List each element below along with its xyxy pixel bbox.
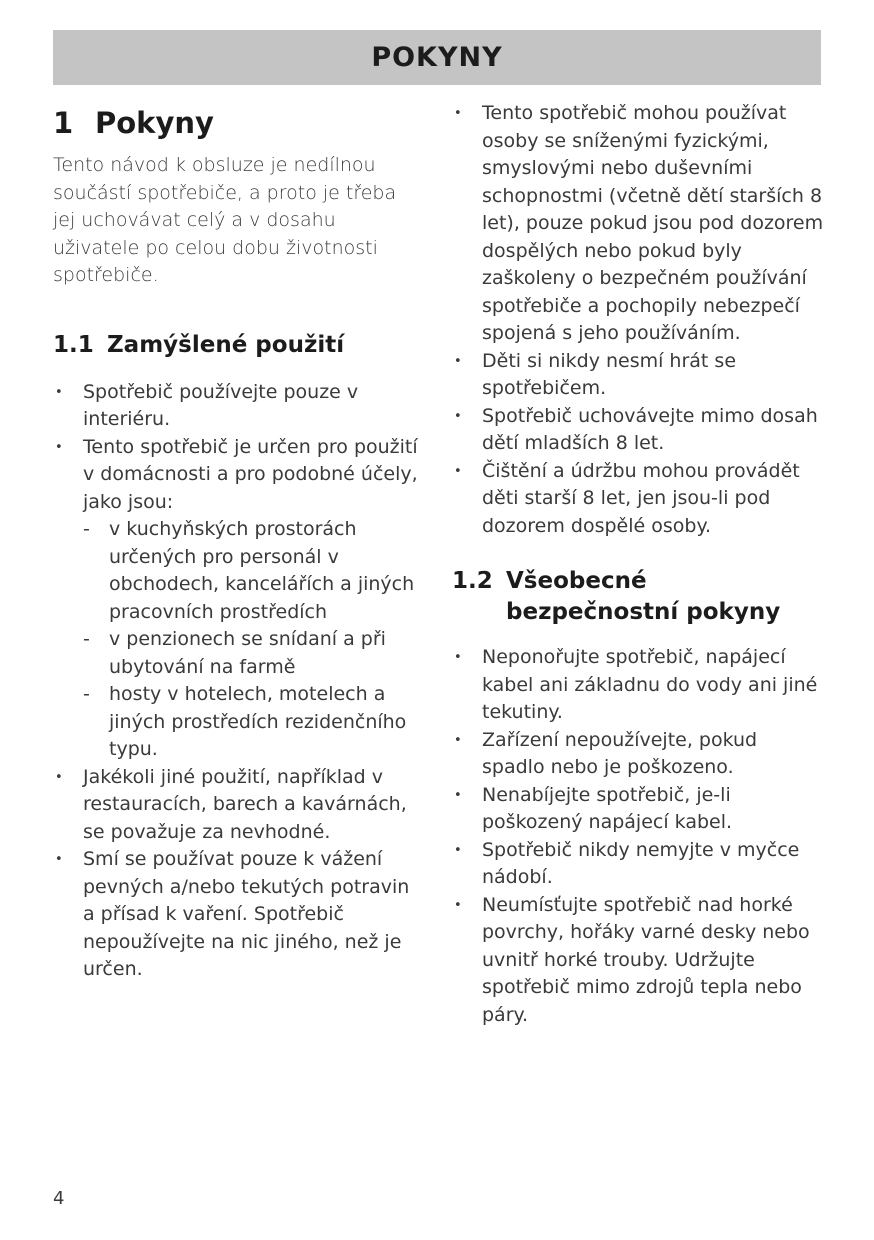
page-number: 4	[53, 1188, 65, 1209]
sub-list-item: - v kuchyňských prostorách určených pro personál v obchodech, kancelářích a jiných pracovních prostředích	[83, 516, 423, 626]
list-item: • Tento spotřebič mohou používat osoby se sníženými fyzickými, smyslovými nebo duševními schopnostmi (včetně dětí starších 8 let), pouze pokud jsou pod dozorem dospělých nebo pokud byly zaškoleny o bezpečném používání spotřebiče a pochopily nebezpečí spojená s jeho používáním.	[452, 100, 824, 348]
page-header-title: POKYNY	[371, 42, 503, 73]
safety-list	[452, 644, 824, 1029]
section-1-number: 1	[53, 106, 74, 140]
section-1-1-title: Zamýšlené použití	[107, 331, 345, 358]
sub-list-item: - hosty v hotelech, motelech a jiných prostředích rezidenčního typu.	[83, 681, 423, 764]
sub-list-item: - v penzionech se snídaní a při ubytování na farmě	[83, 626, 423, 681]
list-item: • Děti si nikdy nesmí hrát se spotřebičem.	[452, 348, 824, 403]
intended-use-list	[53, 379, 423, 984]
list-item-text: Tento spotřebič je určen pro použití v domácnosti a pro podobné účely, jako jsou:	[83, 435, 418, 513]
list-item: • Zařízení nepoužívejte, pokud spadlo nebo je poškozeno.	[452, 727, 824, 782]
section-1-1-heading	[53, 330, 423, 361]
section-1-2-heading	[452, 566, 824, 628]
user-restrictions-list	[452, 100, 824, 540]
page-header-bar	[53, 30, 821, 85]
section-1-2-number: 1.2	[452, 568, 493, 594]
list-item: • Neumísťujte spotřebič nad horké povrchy, hořáky varné desky nebo uvnitř horké trouby. Udržujte spotřebič mimo zdrojů tepla nebo páry.	[452, 892, 824, 1030]
section-1-intro: Tento návod k obsluze je nedílnou součástí spotřebiče, a proto je třeba jej uchovávat celý a v dosahu uživatele po celou dobu životnosti spotřebiče.	[53, 154, 397, 286]
list-item: • Čištění a údržbu mohou provádět děti starší 8 let, jen jsou-li pod dozorem dospělé osoby.	[452, 458, 824, 541]
intended-use-sublist	[83, 516, 423, 764]
section-1-2-title: Všeobecné bezpečnostní pokyny	[506, 568, 781, 625]
list-item: • Spotřebič uchovávejte mimo dosah dětí mladších 8 let.	[452, 403, 824, 458]
list-item: • Smí se používat pouze k vážení pevných a/nebo tekutých potravin a přísad k vaření. Spotřebič nepoužívejte na nic jiného, než je určen.	[53, 846, 423, 984]
section-1-heading	[53, 106, 423, 140]
list-item	[53, 434, 423, 764]
list-item: • Spotřebič nikdy nemyjte v myčce nádobí.	[452, 837, 824, 892]
list-item: • Jakékoli jiné použití, například v restauracích, barech a kavárnách, se považuje za nevhodné.	[53, 764, 423, 847]
list-item: • Nenabíjejte spotřebič, je-li poškozený napájecí kabel.	[452, 782, 824, 837]
left-column	[53, 100, 423, 984]
list-item: • Spotřebič používejte pouze v interiéru.	[53, 379, 423, 434]
section-1-1-number: 1.1	[53, 331, 94, 358]
list-item: • Neponořujte spotřebič, napájecí kabel ani základnu do vody ani jiné tekutiny.	[452, 644, 824, 727]
section-1-title: Pokyny	[95, 106, 214, 140]
right-column	[452, 100, 824, 1029]
